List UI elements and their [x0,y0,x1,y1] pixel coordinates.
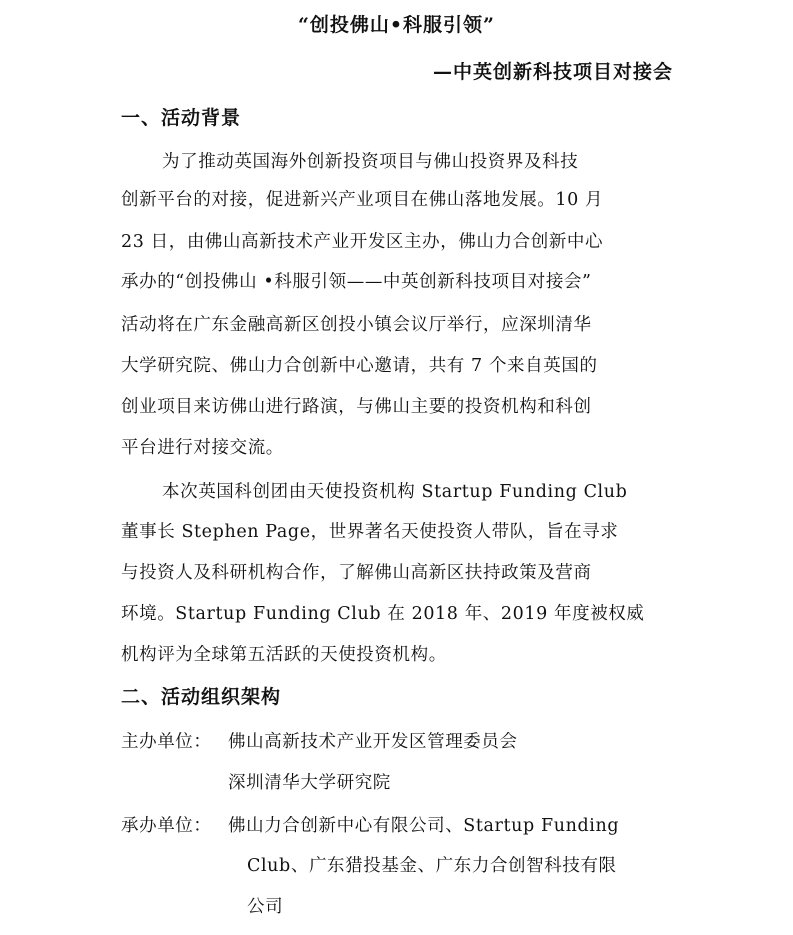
paragraph-line: 董事长 Stephen Page，世界著名天使投资人带队，旨在寻求 [121,522,619,542]
host-value: 深圳清华大学研究院 [228,773,391,793]
organizer-value: 公司 [247,897,284,917]
organizer-value: Club、广东猎投基金、广东力合创智科技有限 [247,856,617,876]
paragraph-line: 机构评为全球第五活跃的天使投资机构。 [121,645,447,665]
paragraph-line: 与投资人及科研机构合作，了解佛山高新区扶持政策及营商 [121,563,592,583]
paragraph-line: 平台进行对接交流。 [121,438,284,458]
host-value: 佛山高新技术产业开发区管理委员会 [228,732,518,752]
paragraph-line: 承办的“创投佛山 •科服引领——中英创新科技项目对接会” [121,272,592,292]
organizer-value: 佛山力合创新中心有限公司、Startup Funding [228,816,620,836]
document-subtitle: —中英创新科技项目对接会 [432,61,673,83]
host-label: 主办单位： [121,732,212,752]
paragraph-line: 创业项目来访佛山进行路演，与佛山主要的投资机构和科创 [121,397,592,417]
paragraph-line: 23 日，由佛山高新技术产业开发区主办，佛山力合创新中心 [121,232,604,252]
paragraph-line: 活动将在广东金融高新区创投小镇会议厅举行，应深圳清华 [121,315,592,335]
paragraph-line: 大学研究院、佛山力合创新中心邀请，共有 7 个来自英国的 [121,356,598,376]
document-title: “创投佛山•科服引领” [297,14,495,36]
section-heading-organization: 二、活动组织架构 [121,686,282,708]
paragraph-line: 创新平台的对接，促进新兴产业项目在佛山落地发展。10 月 [121,190,604,210]
paragraph-line: 为了推动英国海外创新投资项目与佛山投资界及科技 [162,152,579,172]
organizer-label: 承办单位： [121,816,212,836]
section-heading-background: 一、活动背景 [121,107,242,129]
paragraph-line: 环境。Startup Funding Club 在 2018 年、2019 年度被权威 [121,604,645,624]
paragraph-line: 本次英国科创团由天使投资机构 Startup Funding Club [162,482,628,502]
